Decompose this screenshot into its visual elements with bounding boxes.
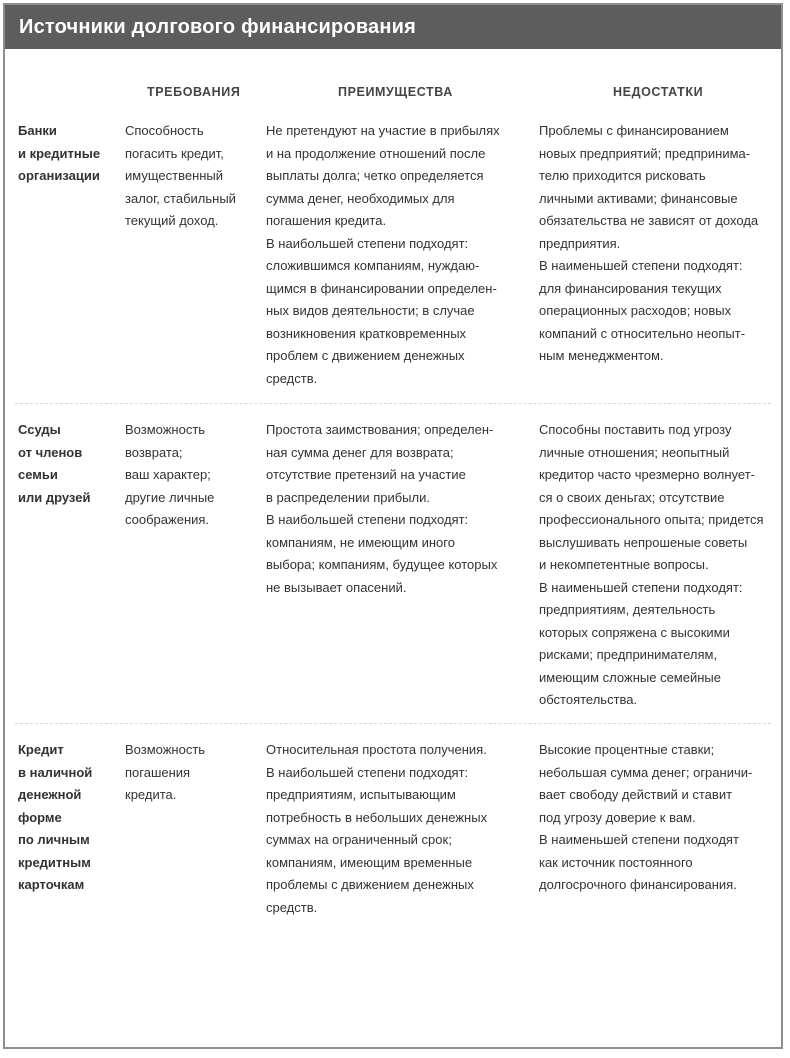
text-line: Проблемы с финансированием xyxy=(539,123,729,138)
cell-cards-advantages xyxy=(266,739,487,919)
text-line: В наименьшей степени подходят: xyxy=(539,579,743,595)
text-line: организации xyxy=(18,168,100,183)
header-advantages: ПРЕИМУЩЕСТВА xyxy=(338,85,453,99)
text-line: предприятия. xyxy=(539,235,621,251)
text-line: Ссуды xyxy=(18,422,61,437)
text-line: семьи xyxy=(18,467,58,482)
text-line: выплаты долга; четко определяется xyxy=(266,168,484,183)
text-line: и кредитные xyxy=(18,145,101,161)
text-line: проблем с движением денежных xyxy=(266,348,465,363)
text-line: ваш характер; xyxy=(125,467,211,482)
text-line: другие личные xyxy=(125,489,215,505)
text-line: и на продолжение отношений после xyxy=(266,145,486,161)
text-line: под угрозу доверие к вам. xyxy=(539,809,696,825)
cell-banks-advantages xyxy=(266,120,500,390)
text-line: залог, стабильный xyxy=(125,190,236,206)
text-line: В наименьшей степени подходят xyxy=(539,832,739,847)
text-line: возникновения кратковременных xyxy=(266,325,467,341)
text-line: ся о своих деньгах; отсутствие xyxy=(539,489,725,505)
text-line: Банки xyxy=(18,123,57,138)
text-line: вает свободу действий и ставит xyxy=(539,787,733,802)
text-line: ная сумма денег для возврата; xyxy=(266,444,454,460)
text-line: не вызывает опасений. xyxy=(266,579,407,595)
text-line: телю приходится рисковать xyxy=(539,168,706,183)
text-line: Относительная простота получения. xyxy=(266,742,487,757)
cell-cards-requirements xyxy=(125,739,205,807)
text-line: Простота заимствования; определен- xyxy=(266,422,494,437)
text-line: Не претендуют на участие в прибылях xyxy=(266,123,500,138)
text-line: предприятиям, испытывающим xyxy=(266,787,456,802)
text-line: в распределении прибыли. xyxy=(266,489,430,505)
text-line: погасить кредит, xyxy=(125,145,224,161)
text-line: Возможность xyxy=(125,422,206,437)
table-frame xyxy=(3,3,783,1049)
text-line: текущий доход. xyxy=(125,213,219,228)
text-line: выбора; компаниям, будущее которых xyxy=(266,557,498,572)
cell-banks-disadvantages xyxy=(539,120,758,368)
text-line: отсутствие претензий на участие xyxy=(266,467,466,482)
row-separator xyxy=(15,403,771,404)
text-line: кредита. xyxy=(125,787,177,802)
text-line: предприятиям, деятельность xyxy=(539,602,716,617)
text-line: щимся в финансировании определен- xyxy=(266,280,497,296)
text-line: компаниям, имеющим временные xyxy=(266,854,473,870)
text-line: новых предприятий; предпринима- xyxy=(539,145,751,161)
text-line: Способность xyxy=(125,123,204,138)
text-line: компаний с относительно неопыт- xyxy=(539,325,746,341)
row-label-credit-cards xyxy=(18,739,92,897)
text-line: суммах на ограниченный срок; xyxy=(266,832,452,847)
text-line: по личным xyxy=(18,832,90,847)
text-line: компаниям, не имеющим иного xyxy=(266,534,455,550)
text-line: В наибольшей степени подходят: xyxy=(266,764,469,780)
table-title: Источники долгового финансирования xyxy=(5,5,781,49)
text-line: личные отношения; неопытный xyxy=(539,444,730,460)
header-requirements: ТРЕБОВАНИЯ xyxy=(147,85,241,99)
text-line: Высокие процентные ставки; xyxy=(539,742,715,757)
text-line: В наименьшей степени подходят: xyxy=(539,258,743,273)
text-line: соображения. xyxy=(125,512,210,527)
text-line: погашения кредита. xyxy=(266,213,387,228)
text-line: обстоятельства. xyxy=(539,692,638,707)
text-line: как источник постоянного xyxy=(539,854,693,870)
text-line: операционных расходов; новых xyxy=(539,303,732,318)
text-line: ных видов деятельности; в случае xyxy=(266,303,475,318)
text-line: кредитор часто чрезмерно волнует- xyxy=(539,467,755,482)
text-line: личными активами; финансовые xyxy=(539,190,738,206)
text-line: денежной xyxy=(18,787,82,802)
text-line: которых сопряжена с высокими xyxy=(539,624,730,640)
header-disadvantages: НЕДОСТАТКИ xyxy=(613,85,704,99)
text-line: погашения xyxy=(125,764,191,780)
text-line: или друзей xyxy=(18,489,91,505)
text-line: средств. xyxy=(266,370,318,386)
text-line: и некомпетентные вопросы. xyxy=(539,557,709,572)
text-line: для финансирования текущих xyxy=(539,280,722,296)
text-line: обязательства не зависят от дохода xyxy=(539,213,759,228)
text-line: от членов xyxy=(18,444,83,460)
text-line: форме xyxy=(18,809,62,825)
text-line: имеющим сложные семейные xyxy=(539,669,721,685)
cell-family-advantages xyxy=(266,419,497,599)
text-line: В наибольшей степени подходят: xyxy=(266,235,469,251)
text-line: рисками; предпринимателям, xyxy=(539,647,718,662)
text-line: Кредит xyxy=(18,742,64,757)
text-line: проблемы с движением денежных xyxy=(266,877,474,892)
text-line: кредитным xyxy=(18,854,91,870)
text-line: возврата; xyxy=(125,444,183,460)
text-line: небольшая сумма денег; ограничи- xyxy=(539,764,753,780)
row-label-banks xyxy=(18,120,100,188)
cell-banks-requirements xyxy=(125,120,236,233)
text-line: сумма денег, необходимых для xyxy=(266,190,455,206)
row-label-family-loans xyxy=(18,419,90,509)
text-line: в наличной xyxy=(18,764,93,780)
text-line: средств. xyxy=(266,899,318,915)
text-line: сложившимся компаниям, нуждаю- xyxy=(266,258,480,273)
cell-family-disadvantages xyxy=(539,419,764,712)
text-line: В наибольшей степени подходят: xyxy=(266,512,469,527)
cell-family-requirements xyxy=(125,419,214,532)
text-line: Способны поставить под угрозу xyxy=(539,422,732,437)
text-line: потребность в небольших денежных xyxy=(266,809,488,825)
text-line: ным менеджментом. xyxy=(539,348,664,363)
text-line: имущественный xyxy=(125,168,224,183)
text-line: выслушивать непрошеные советы xyxy=(539,534,748,550)
text-line: карточкам xyxy=(18,877,85,892)
cell-cards-disadvantages xyxy=(539,739,752,897)
text-line: долгосрочного финансирования. xyxy=(539,877,737,892)
text-line: Возможность xyxy=(125,742,206,757)
row-separator xyxy=(15,723,771,724)
text-line: профессионального опыта; придется xyxy=(539,512,764,527)
